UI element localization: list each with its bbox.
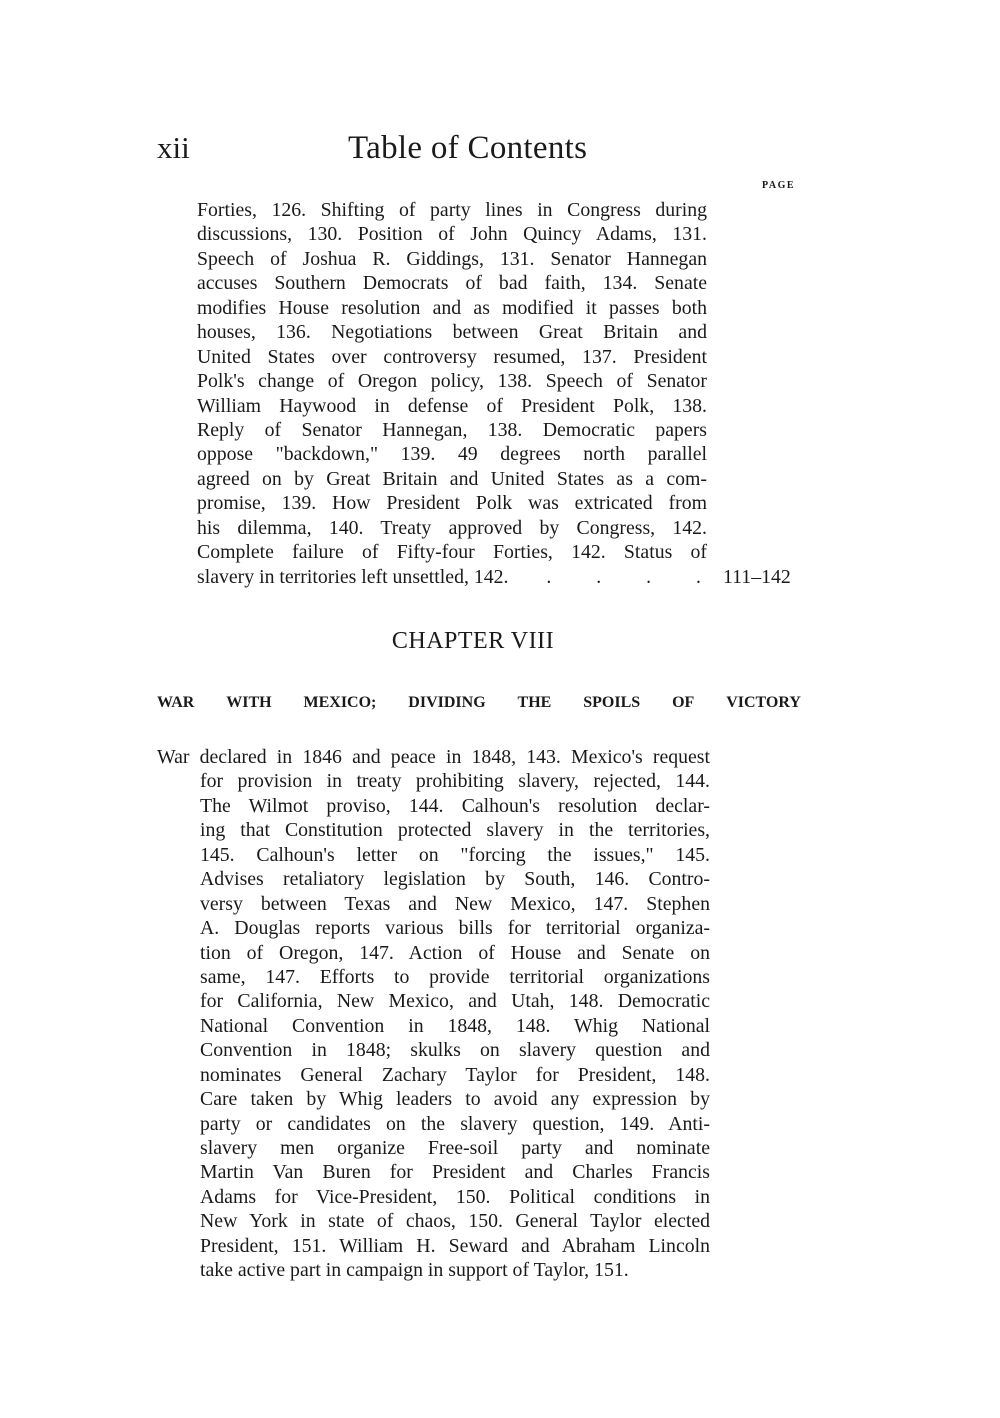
chapter-title-word: WAR xyxy=(157,694,195,711)
synopsis-line: National Convention in 1848, 148. Whig National xyxy=(200,1014,710,1037)
synopsis-line: for provision in treaty prohibiting slavery, rejected, 144. xyxy=(200,770,710,793)
entry-line: William Haywood in defense of President Polk, 138. xyxy=(197,394,707,417)
entry-line: accuses Southern Democrats of bad faith, 134. Senate xyxy=(197,272,707,295)
chapter-title-word: THE xyxy=(517,694,552,711)
running-title: Table of Contents xyxy=(348,130,588,166)
entry-line: discussions, 130. Position of John Quincy Adams, 131. xyxy=(197,223,707,246)
synopsis-first-line: War declared in 1846 and peace in 1848, 143. Mexico's request xyxy=(157,746,710,768)
synopsis-line: versy between Texas and New Mexico, 147. Stephen xyxy=(200,892,710,915)
entry-line: his dilemma, 140. Treaty approved by Congress, 142. xyxy=(197,516,707,539)
chapter-title-word: WITH xyxy=(226,694,272,711)
chapter-title-word: OF xyxy=(672,694,695,711)
synopsis-line: Martin Van Buren for President and Charles Francis xyxy=(200,1161,710,1184)
entry-line: Speech of Joshua R. Giddings, 131. Senator Hannegan xyxy=(197,247,707,270)
synopsis-line: ing that Constitution protected slavery in the territories, xyxy=(200,819,710,842)
entry-line: oppose "backdown," 139. 49 degrees north parallel xyxy=(197,443,707,466)
chapter-synopsis xyxy=(157,745,710,1283)
chapter-title-word: MEXICO; xyxy=(303,694,377,711)
synopsis-line: slavery men organize Free-soil party and nominate xyxy=(200,1137,710,1159)
entry-line: slavery in territories left unsettled, 142. xyxy=(197,565,509,588)
synopsis-line: nominates General Zachary Taylor for President, 148. xyxy=(200,1063,710,1086)
synopsis-line: President, 151. William H. Seward and Abraham Lincoln xyxy=(200,1234,710,1257)
page-folio: xii xyxy=(157,130,190,165)
chapter-heading: CHAPTER VIII xyxy=(391,628,555,654)
synopsis-line: for California, New Mexico, and Utah, 148. Democratic xyxy=(200,990,710,1013)
entry-line: houses, 136. Negotiations between Great Britain and xyxy=(197,321,707,344)
synopsis-line: party or candidates on the slavery question, 149. Anti- xyxy=(200,1112,710,1135)
contents-entry-continued xyxy=(197,198,707,589)
entry-line: modifies House resolution and as modified it passes both xyxy=(197,296,707,319)
synopsis-line: same, 147. Efforts to provide territorial organizations xyxy=(200,965,710,988)
synopsis-line: Convention in 1848; skulks on slavery question and xyxy=(200,1039,710,1062)
entry-line: United States over controversy resumed, 137. President xyxy=(197,345,707,368)
chapter-title-word: DIVIDING xyxy=(408,694,486,711)
synopsis-line: A. Douglas reports various bills for territorial organiza- xyxy=(200,917,710,940)
page-column-label: PAGE xyxy=(762,180,796,191)
entry-line: Complete failure of Fifty-four Forties, 142. Status of xyxy=(197,541,707,564)
chapter-title-word: SPOILS xyxy=(583,694,641,711)
entry-line: Reply of Senator Hannegan, 138. Democratic papers xyxy=(197,418,707,441)
synopsis-line: Adams for Vice-President, 150. Political conditions in xyxy=(200,1185,710,1208)
synopsis-line: Advises retaliatory legislation by South, 146. Contro- xyxy=(200,868,710,891)
synopsis-line: Care taken by Whig leaders to avoid any expression by xyxy=(200,1088,710,1111)
synopsis-line: New York in state of chaos, 150. General Taylor elected xyxy=(200,1210,710,1233)
entry-last-line xyxy=(197,565,707,589)
entry-line: Polk's change of Oregon policy, 138. Speech of Senator xyxy=(197,370,707,393)
page-range: 111–142 xyxy=(723,566,791,588)
chapter-title xyxy=(157,692,801,714)
leader-dots: . . . . xyxy=(546,565,701,588)
synopsis-last-line: take active part in campaign in support of Taylor, 151. xyxy=(200,1259,629,1282)
entry-line: promise, 139. How President Polk was extricated from xyxy=(197,492,707,515)
synopsis-line: The Wilmot proviso, 144. Calhoun's resolution declar- xyxy=(200,794,710,817)
synopsis-line: tion of Oregon, 147. Action of House and Senate on xyxy=(200,941,710,964)
entry-line: agreed on by Great Britain and United States as a com- xyxy=(197,467,707,490)
synopsis-line: 145. Calhoun's letter on "forcing the issues," 145. xyxy=(200,843,710,866)
chapter-title-word: VICTORY xyxy=(726,694,801,711)
entry-line: Forties, 126. Shifting of party lines in Congress during xyxy=(197,199,707,221)
